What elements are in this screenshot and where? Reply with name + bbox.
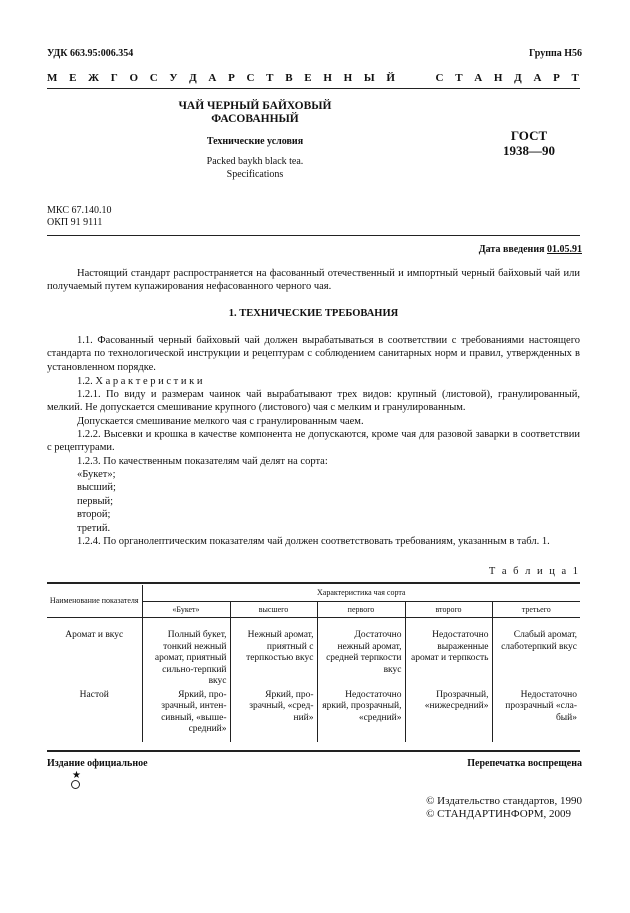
banner-letter bbox=[421, 72, 424, 84]
table-cell-indicator: Аромат и вкус bbox=[65, 630, 124, 640]
group-code: Группа Н56 bbox=[529, 48, 582, 59]
table-cell: Полный букет, тонкий нежный аромат, приятный сильно-терпкий вкус bbox=[142, 618, 230, 689]
table-row bbox=[47, 618, 580, 689]
table-top-rule bbox=[47, 582, 580, 584]
banner-letter: Г bbox=[110, 72, 118, 84]
table-cell: Нежный аромат, приятный с терпкостью вкус bbox=[230, 618, 317, 689]
table-cell: Слабый аромат, слаботерпкий вкус bbox=[492, 618, 580, 689]
banner-letter: Н bbox=[343, 72, 353, 84]
banner-letter: Т bbox=[266, 72, 274, 84]
table-header-grade: первого bbox=[317, 601, 405, 618]
organoleptic-table bbox=[47, 585, 580, 742]
grade-item: «Букет»; bbox=[77, 469, 116, 480]
banner-letter: Д bbox=[514, 72, 522, 84]
table-header-grade: высшего bbox=[230, 601, 317, 618]
copyright-block bbox=[426, 795, 582, 821]
section-heading: 1. ТЕХНИЧЕСКИЕ ТРЕБОВАНИЯ bbox=[228, 308, 399, 319]
table-cell-indicator: Настой bbox=[79, 689, 109, 700]
banner-letter: Ы bbox=[363, 72, 375, 84]
effective-date bbox=[479, 244, 582, 255]
interstate-standard-banner bbox=[47, 72, 579, 84]
table-header-grade: второго bbox=[405, 601, 492, 618]
table-cell: Недостаточно выраженные аромат и терпкость bbox=[405, 618, 492, 689]
banner-letter: Ж bbox=[88, 72, 100, 84]
table-cell: Достаточно нежный аромат, средней терпкости вкус bbox=[317, 618, 405, 689]
banner-letter: С bbox=[149, 72, 158, 84]
gost-label: ГОСТ bbox=[510, 128, 548, 143]
circle-icon bbox=[71, 780, 80, 789]
clause-1-2: 1.2. Х а р а к т е р и с т и к и bbox=[77, 376, 203, 387]
table-cell: Яркий, прозрачный, «средний» bbox=[230, 689, 317, 742]
banner-letter: С bbox=[246, 72, 255, 84]
title-english-1: Packed baykh black tea. bbox=[206, 156, 304, 167]
table-header-indicator: Наименование показателя bbox=[47, 585, 142, 618]
title-english-2: Specifications bbox=[226, 169, 284, 180]
effective-date-value: 01.05.91 bbox=[547, 244, 582, 255]
reprint-prohibited: Перепечатка воспрещена bbox=[467, 758, 582, 769]
banner-letter: Й bbox=[386, 72, 395, 84]
grade-item: первый; bbox=[77, 495, 114, 507]
banner-letter: Т bbox=[571, 72, 579, 84]
title-line-2: ФАСОВАННЫЙ bbox=[211, 113, 299, 125]
table-cell: Недостаточно яркий, прозрачный, «средний» bbox=[317, 689, 405, 742]
banner-letter: В bbox=[285, 72, 293, 84]
title-line-1: ЧАЙ ЧЕРНЫЙ БАЙХОВЫЙ bbox=[178, 100, 332, 112]
table-cell: Яркий, прозрачный, интенсивный, «вышесредний» bbox=[142, 689, 230, 742]
clause-1-2-3: 1.2.3. По качественным показателям чай делят на сорта: bbox=[77, 456, 328, 467]
footer-divider bbox=[47, 750, 580, 752]
intro-paragraph: Настоящий стандарт распространяется на фасованный отечественный и импортный черный байховый чай или получаемый путем купажирования нефасованного черного чая. bbox=[47, 268, 580, 293]
banner-letter: М bbox=[47, 72, 58, 84]
title-subtitle: Технические условия bbox=[206, 136, 304, 147]
banner-letter: А bbox=[533, 72, 542, 84]
grades-list bbox=[47, 468, 580, 535]
udk-code: УДК 663.95:006.354 bbox=[47, 48, 134, 59]
official-edition: Издание официальное bbox=[47, 758, 148, 769]
table-header-grade: третьего bbox=[492, 601, 580, 618]
copyright-line: © Издательство стандартов, 1990 bbox=[426, 795, 582, 807]
banner-letter: Н bbox=[493, 72, 503, 84]
gost-number bbox=[494, 128, 564, 158]
banner-letter: А bbox=[208, 72, 217, 84]
banner-letter: Е bbox=[69, 72, 77, 84]
table-header-group: Характеристика чая сорта bbox=[142, 585, 580, 601]
table-row bbox=[47, 689, 580, 742]
copyright-line: © СТАНДАРТИНФОРМ, 2009 bbox=[426, 808, 572, 820]
table-cell: Недостаточно прозрачный «слабый» bbox=[492, 689, 580, 742]
banner-letter: У bbox=[169, 72, 178, 84]
codes-divider bbox=[47, 235, 580, 236]
mks-code: МКС 67.140.10 bbox=[47, 205, 112, 216]
banner-letter bbox=[407, 72, 410, 84]
star-icon: ★ bbox=[72, 770, 81, 781]
banner-letter: С bbox=[435, 72, 444, 84]
effective-date-label: Дата введения bbox=[478, 244, 545, 255]
banner-letter: О bbox=[129, 72, 138, 84]
clause-1-1: 1.1. Фасованный черный байховый чай должен вырабатываться в соответствии с требованиями настоящего стандарта по технологической инструкции и рецептурам с соблюдением санитарных норм и правил, утвержденных в установленном порядке. bbox=[47, 335, 580, 373]
clause-1-2-1: 1.2.1. По виду и размерам чаинок чай вырабатывают трех видов: крупный (листовой), гранулированный, мелкий. Не допускается смешивание крупного (листового) чая с мелким и гранулированным. bbox=[47, 389, 580, 414]
clause-1-2-1-note: Допускается смешивание мелкого чая с гранулированным чаем. bbox=[77, 416, 364, 427]
classification-codes bbox=[47, 205, 111, 229]
okp-code: ОКП 91 9111 bbox=[47, 217, 103, 228]
clause-1-2-4: 1.2.4. По органолептическим показателям чай должен соответствовать требованиям, указанным в табл. 1. bbox=[77, 536, 550, 547]
table-cell: Прозрачный, «нижесредний» bbox=[405, 689, 492, 742]
grade-item: третий. bbox=[77, 522, 111, 534]
banner-letter: Т bbox=[455, 72, 463, 84]
banner-letter: Е bbox=[304, 72, 312, 84]
table-label: Т а б л и ц а 1 bbox=[488, 566, 580, 577]
banner-letter: Д bbox=[189, 72, 197, 84]
banner-letter: Н bbox=[323, 72, 332, 84]
gost-id: 1938—90 bbox=[503, 143, 555, 158]
title-block bbox=[150, 100, 360, 181]
table-header-grade: «Букет» bbox=[142, 601, 230, 618]
header-divider bbox=[47, 88, 580, 89]
clause-1-2-2: 1.2.2. Высевки и крошка в качестве компонента не допускаются, кроме чая для разовой заварки в соответствии с рецептурами. bbox=[47, 429, 580, 454]
grade-item: второй; bbox=[77, 509, 111, 521]
banner-letter: Р bbox=[553, 72, 560, 84]
banner-letter: Р bbox=[228, 72, 235, 84]
grade-item: высший; bbox=[77, 482, 116, 494]
banner-letter: А bbox=[474, 72, 483, 84]
